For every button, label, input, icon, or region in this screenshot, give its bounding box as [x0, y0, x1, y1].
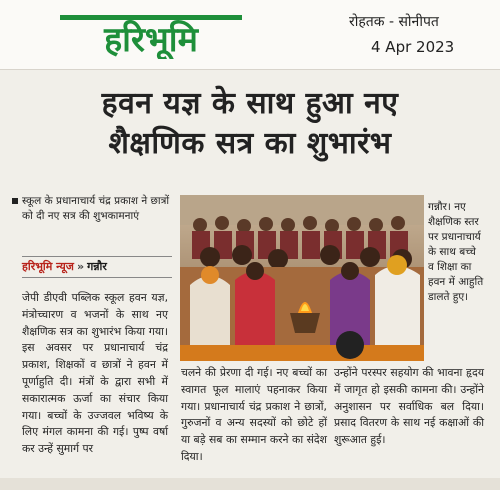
- photo-caption: गन्नौर। नए शैक्षणिक स्तर पर प्रधानाचार्य के साथ बच्चे व शिक्षा का हवन में आहुति डालते हुए।: [428, 201, 484, 303]
- article-headline: [0, 84, 500, 164]
- byline-separator: »: [76, 260, 85, 273]
- masthead: [0, 0, 500, 70]
- page-bottom-edge: [0, 478, 500, 490]
- newspaper-logo: [60, 9, 242, 59]
- headline-line-2: शैक्षणिक सत्र का शुभारंभ: [108, 126, 392, 161]
- byline: [22, 256, 172, 278]
- havan-ceremony-photo: [180, 195, 424, 361]
- subhead-text: स्कूल के प्रधानाचार्य चंद्र प्रकाश ने छात्रों को दी नए सत्र की शुभकामनाएं: [22, 195, 170, 222]
- adjacent-article-edge: [0, 190, 8, 470]
- byline-place: गन्नौर: [87, 260, 107, 273]
- publication-date: 4 Apr 2023: [371, 38, 455, 56]
- article-body-column-2: चलने की प्रेरणा दी गई। नए बच्चों का स्वागत फूल मालाएं पहनाकर किया गया। प्रधानाचार्य चंद्र प्रकाश ने छात्रों, गुरुजनों व अन्य सदस्यों को छोटे हों या बड़े सब का सम्मान करने का संदेश दिया।: [181, 366, 327, 463]
- headline-line-1: हवन यज्ञ के साथ हुआ नए: [101, 86, 399, 121]
- edition-label: रोहतक - सोनीपत: [349, 14, 439, 30]
- logo-text: हरिभूमि: [104, 20, 198, 59]
- article-photo: [180, 195, 424, 361]
- article-body-column-1: जेपी डीएवी पब्लिक स्कूल हवन यज्ञ, मंत्रोच्चारण व भजनों के साथ नए शैक्षणिक सत्र का शुभारंभ किया गया। इस अवसर पर प्रधानाचार्य चंद्र प्रकाश, शिक्षकों व छात्रों ने हवन में पूर्णाहुति दी। मंत्रों के द्वारा सभी में सकारात्मक ऊर्जा का संचार किया गया। बच्चों के उज्जवल भविष्य के लिए मंगल कामना की गई। पुष्प वर्षा कर उन्हें सुमार्ग पर: [22, 291, 168, 456]
- byline-brand: हरिभूमि न्यूज: [22, 260, 74, 273]
- article-body-column-3: उन्होंने परस्पर सहयोग की भावना हृदय में जागृत हो इसकी कामना की। उन्होंने अनुशासन पर सर्वाधिक बल दिया। प्रसाद वितरण के साथ नई कक्षाओं की शुरूआत हुई।: [334, 366, 484, 447]
- article-subhead: [22, 194, 172, 224]
- bullet-icon: [12, 198, 18, 204]
